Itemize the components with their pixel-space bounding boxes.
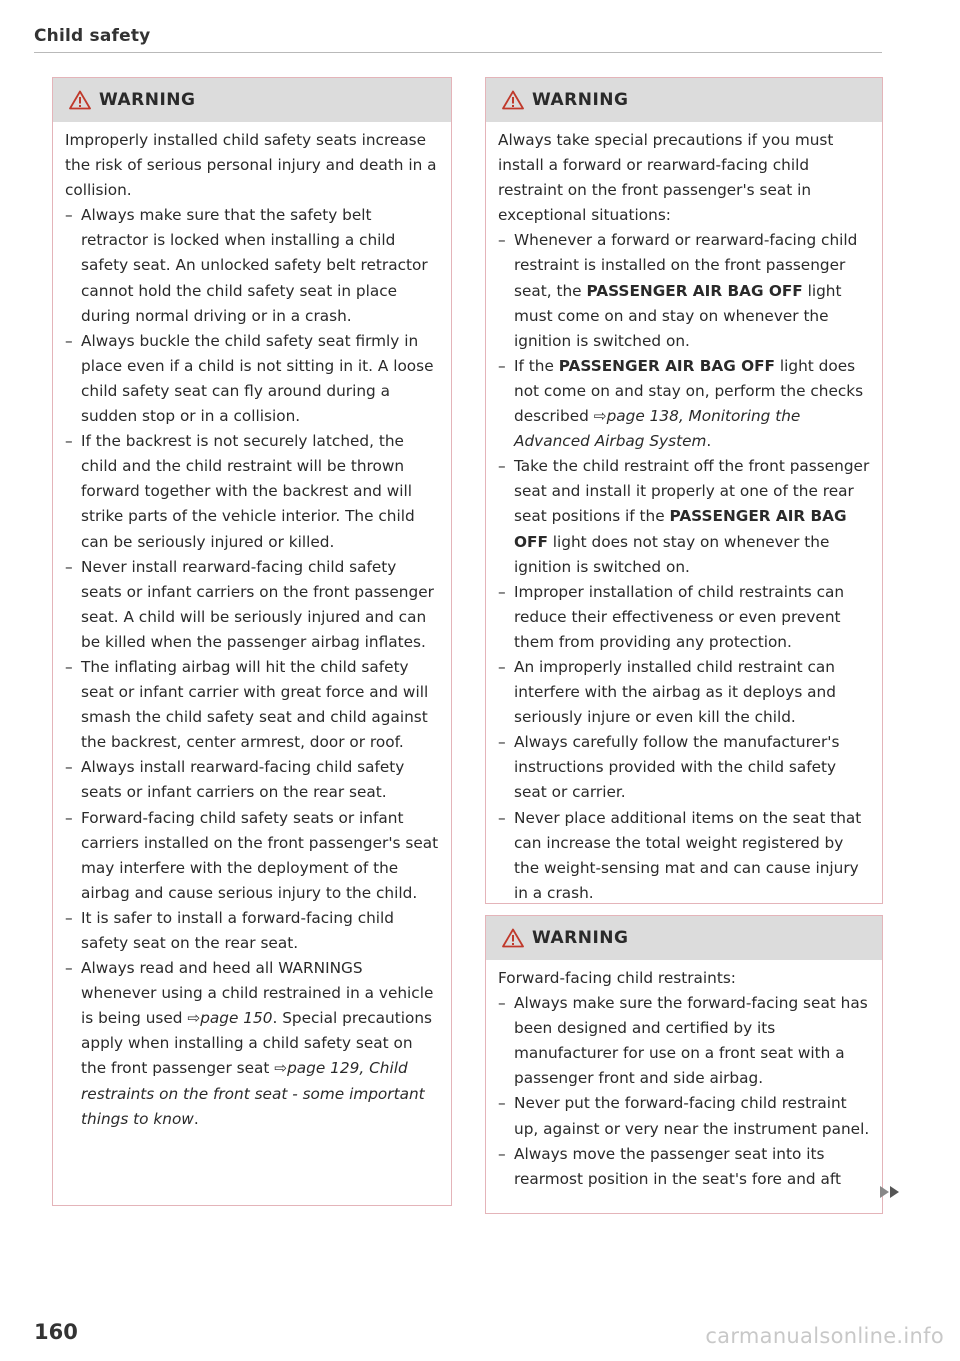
list-item: – Whenever a forward or rearward-facing child restraint is installed on the front passenger seat, the PASSENGER AIR BAG OFF light must come on and stay on whenever the ignition is switched on. [498, 228, 870, 353]
list-item: – Forward-facing child safety seats or infant carriers installed on the front passenger's seat may interfere with the deployment of the airbag and cause serious injury to the child. [65, 806, 439, 906]
warning-list [498, 991, 870, 1192]
warning-label: WARNING [532, 90, 629, 110]
page-reference-link[interactable]: page 150 [200, 1009, 273, 1028]
warning-box-left [52, 77, 452, 1206]
list-item: – Never install rearward-facing child safety seats or infant carriers on the front passenger seat. A child will be seriously injured and can be killed when the passenger airbag inflates. [65, 555, 439, 655]
warning-body [486, 960, 882, 1192]
warning-body [486, 122, 882, 906]
list-item: – Take the child restraint off the front passenger seat and install it properly at one of the rear seat positions if the PASSENGER AIR BAG OFF light does not stay on whenever the ignition is switched on. [498, 454, 870, 579]
warning-header [53, 78, 451, 122]
list-item: – Always carefully follow the manufacturer's instructions provided with the child safety seat or carrier. [498, 730, 870, 805]
list-item: – If the PASSENGER AIR BAG OFF light does not come on and stay on, perform the checks described ⇨page 138, Monitoring the Advanced Airbag System. [498, 354, 870, 454]
warning-intro: Improperly installed child safety seats increase the risk of serious personal injury and death in a collision. [65, 131, 437, 200]
list-item: – Improper installation of child restraints can reduce their effectiveness or even prevent them from providing any protection. [498, 580, 870, 655]
warning-triangle-icon [69, 90, 91, 110]
arrow-right-icon: ⇨ [274, 1059, 288, 1078]
page-header [34, 26, 882, 53]
warning-intro: Always take special precautions if you must install a forward or rearward-facing child restraint on the front passenger's seat in exceptional situations: [498, 131, 834, 225]
list-item: – Always make sure that the safety belt retractor is locked when installing a child safety seat. An unlocked safety belt retractor cannot hold the child safety seat in place during normal driving or in a crash. [65, 203, 439, 328]
page-reference-link[interactable]: page 129, Child restraints on the front seat - some important things to know [81, 1059, 425, 1128]
warning-header [486, 916, 882, 960]
list-item: – Always install rearward-facing child safety seats or infant carriers on the rear seat. [65, 755, 439, 805]
warning-intro: Forward-facing child restraints: [498, 969, 736, 987]
list-item: – If the backrest is not securely latched, the child and the child restraint will be thrown forward together with the backrest and will strike parts of the vehicle interior. The child can be seriously injured or killed. [65, 429, 439, 554]
list-item: – Never put the forward-facing child restraint up, against or very near the instrument panel. [498, 1091, 870, 1141]
list-item: – The inflating airbag will hit the child safety seat or infant carrier with great force and will smash the child safety seat and child against the backrest, center armrest, door or roof. [65, 655, 439, 755]
warning-list [65, 203, 439, 1131]
continue-arrow-icon[interactable] [890, 1186, 899, 1198]
page-reference-link[interactable]: page 138, Monitoring the Advanced Airbag System [514, 407, 801, 451]
list-item: – Never place additional items on the seat that can increase the total weight registered by the weight-sensing mat and can cause injury in a crash. [498, 806, 870, 906]
warning-label: WARNING [532, 928, 629, 948]
warning-header [486, 78, 882, 122]
section-title: Child safety [34, 26, 151, 46]
arrow-right-icon: ⇨ [593, 407, 607, 426]
warning-body [53, 122, 451, 1132]
page-number: 160 [34, 1320, 78, 1344]
arrow-right-icon: ⇨ [187, 1009, 201, 1028]
list-item: – Always buckle the child safety seat firmly in place even if a child is not sitting in it. A loose child safety seat can fly around during a sudden stop or in a collision. [65, 329, 439, 429]
warning-triangle-icon [502, 90, 524, 110]
list-item: – Always move the passenger seat into its rearmost position in the seat's fore and aft [498, 1142, 870, 1192]
warning-label: WARNING [99, 90, 196, 110]
list-item: – An improperly installed child restraint can interfere with the airbag as it deploys and seriously injure or even kill the child. [498, 655, 870, 730]
list-item: – Always read and heed all WARNINGS whenever using a child restrained in a vehicle is being used ⇨page 150. Special precautions apply when installing a child safety seat on the front passenger seat ⇨page 129, Child restraints on the front seat - some important things to know. [65, 956, 439, 1132]
warning-box-right-top [485, 77, 883, 904]
warning-box-right-bottom [485, 915, 883, 1214]
warning-triangle-icon [502, 928, 524, 948]
warning-list [498, 228, 870, 906]
watermark: carmanualsonline.info [705, 1324, 944, 1348]
list-item: – It is safer to install a forward-facing child safety seat on the rear seat. [65, 906, 439, 956]
list-item: – Always make sure the forward-facing seat has been designed and certified by its manufacturer for use on a front seat with a passenger front and side airbag. [498, 991, 870, 1091]
